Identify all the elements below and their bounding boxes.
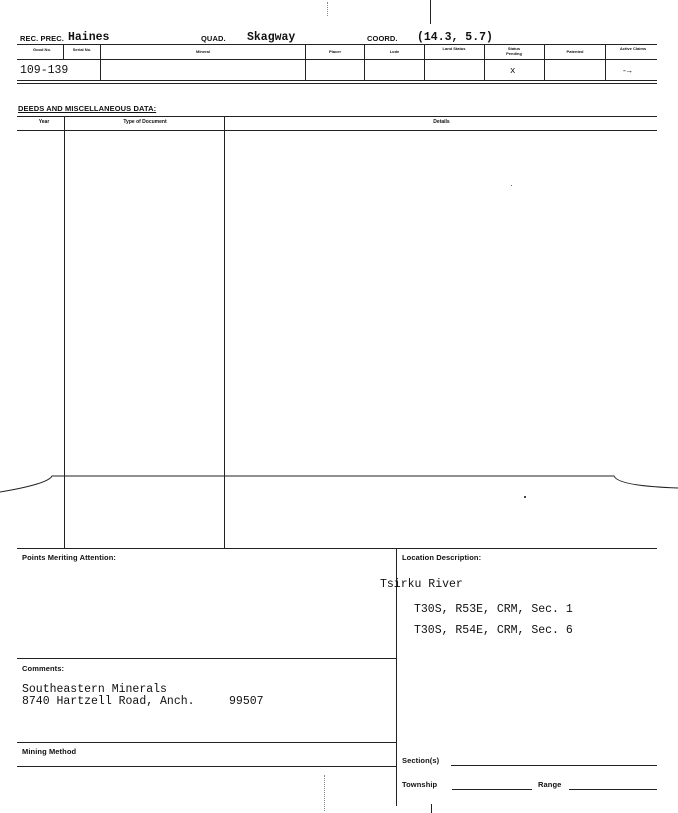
- table-row-rule: [17, 80, 657, 81]
- bottom-top-rule: [17, 548, 657, 549]
- status-pending-mark: x: [510, 66, 516, 76]
- speck-mark: [524, 496, 526, 498]
- comments-top-rule: [17, 658, 396, 659]
- deeds-col-type: Type of Document: [123, 119, 167, 125]
- table-header-rule: [17, 59, 657, 60]
- mining-method-label: Mining Method: [22, 747, 77, 756]
- col-header-good-no: Good No.: [33, 47, 51, 52]
- table-col-divider: [424, 44, 425, 80]
- col-header-status-pending: Status Pending: [506, 46, 522, 56]
- points-meriting-attention-label: Points Meriting Attention:: [22, 553, 116, 562]
- table-col-divider: [605, 44, 606, 80]
- col-header-active-claims: Active Claims: [619, 46, 647, 51]
- table-col-divider: [484, 44, 485, 80]
- range-fill-line: [569, 789, 657, 790]
- section-label: Section(s): [402, 756, 440, 765]
- claim-number: 109-139: [20, 64, 69, 77]
- township-fill-line: [452, 789, 532, 790]
- deeds-title: DEEDS AND MISCELLANEOUS DATA:: [18, 104, 157, 113]
- township-label: Township: [402, 780, 438, 789]
- rec-prec-label: REC. PREC.: [20, 34, 64, 43]
- col-header-land-status: Land Status: [442, 46, 466, 51]
- deeds-top-rule: [17, 116, 657, 117]
- col-header-lode: Lode: [389, 49, 400, 54]
- bottom-tick-mark: [431, 804, 432, 813]
- comments-line-1: Southeastern Minerals: [22, 683, 167, 696]
- mining-method-top-rule: [17, 742, 396, 743]
- location-description-label: Location Description:: [402, 553, 482, 562]
- deeds-header-rule: [17, 130, 657, 131]
- location-river: Tsirku River: [380, 578, 463, 591]
- quad-label: QUAD.: [201, 34, 226, 43]
- coord-value: (14.3, 5.7): [417, 31, 493, 44]
- location-line-1: T30S, R53E, CRM, Sec. 1: [414, 603, 573, 616]
- quad-value: Skagway: [247, 31, 296, 44]
- section-fill-line: [451, 765, 657, 766]
- fold-curve: [0, 470, 678, 500]
- col-header-mineral: Mineral: [195, 49, 210, 54]
- mining-method-under-rule: [17, 766, 396, 767]
- top-dot-marks: [327, 2, 330, 16]
- deeds-col-year: Year: [38, 119, 50, 125]
- rec-prec-value: Haines: [68, 31, 110, 44]
- bottom-dot-marks: [324, 775, 327, 811]
- top-center-fold-line: [430, 0, 431, 24]
- deeds-col-details: Details: [433, 119, 450, 125]
- speck-mark: [511, 185, 512, 186]
- col-header-patented: Patented: [566, 49, 584, 54]
- active-claims-mark: -→: [622, 67, 632, 76]
- comments-label: Comments:: [22, 664, 65, 673]
- table-top-rule: [17, 44, 657, 45]
- location-line-2: T30S, R54E, CRM, Sec. 6: [414, 624, 573, 637]
- table-bottom-rule: [17, 83, 657, 84]
- range-label: Range: [538, 780, 562, 789]
- comments-line-2: 8740 Hartzell Road, Anch. 99507: [22, 695, 264, 708]
- col-header-placer: Placer: [328, 49, 341, 54]
- coord-label: COORD.: [367, 34, 398, 43]
- table-col-divider: [63, 44, 64, 60]
- col-header-serial-no: Serial No.: [72, 47, 92, 52]
